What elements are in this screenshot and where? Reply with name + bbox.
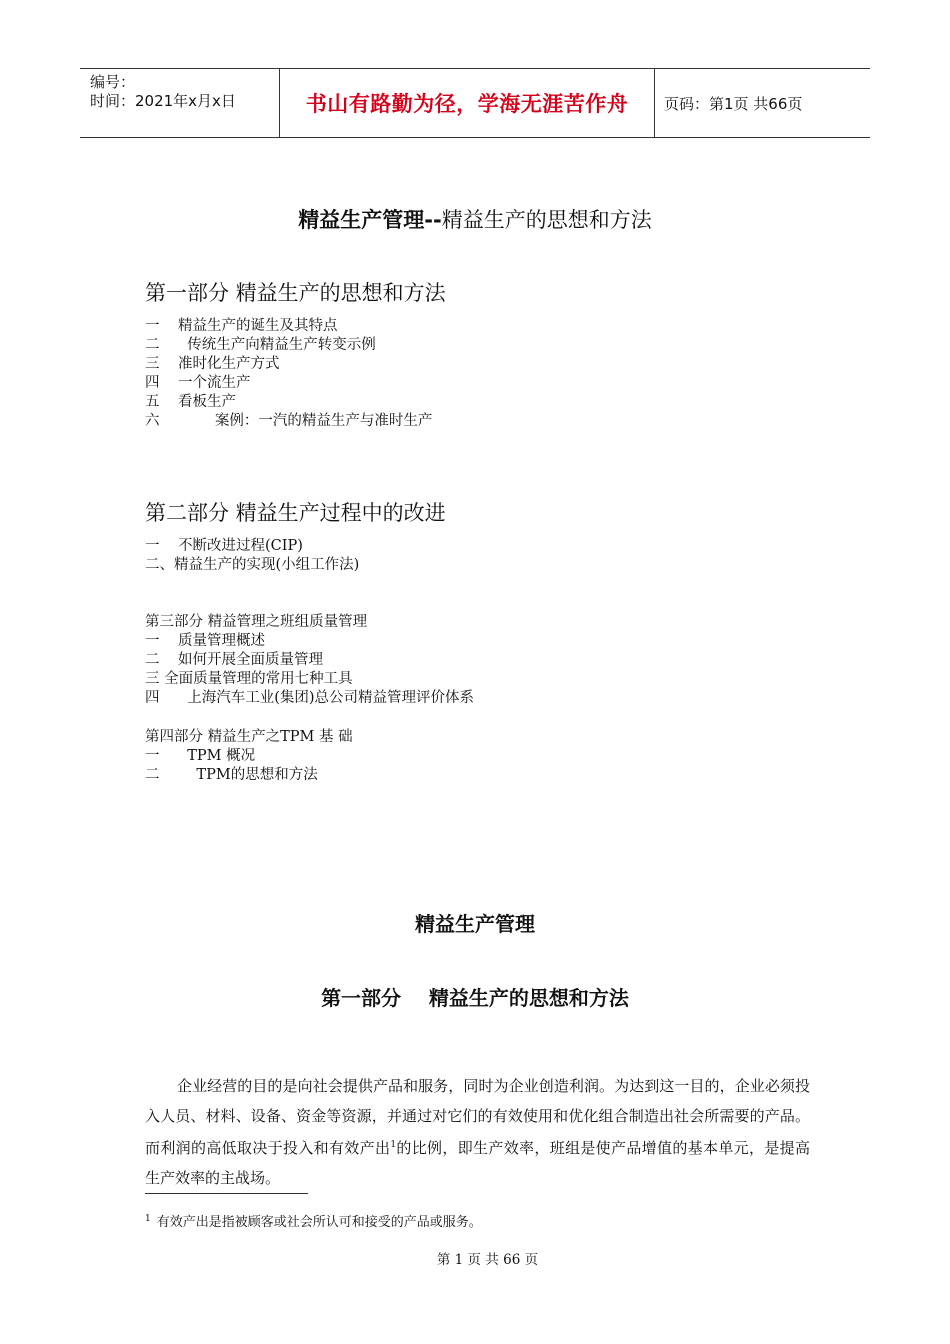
document-title bbox=[0, 204, 950, 234]
page-header bbox=[80, 68, 870, 138]
footnote-text: 有效产出是指被顾客或社会所认可和接受的产品或服务。 bbox=[156, 1215, 482, 1230]
item-text: 如何开展全面质量管理 bbox=[178, 652, 323, 668]
part1-title: 第一部分 精益生产的思想和方法 bbox=[145, 281, 446, 305]
part2-title: 第二部分 精益生产过程中的改进 bbox=[145, 501, 446, 525]
page-footer: 第 1 页 共 66 页 bbox=[436, 1252, 539, 1268]
list-item bbox=[145, 670, 474, 689]
list-item bbox=[145, 766, 318, 785]
list-item bbox=[145, 556, 359, 575]
footnote-reference[interactable]: 1 bbox=[390, 1140, 397, 1150]
item-text: 看板生产 bbox=[178, 394, 236, 410]
item-text: 传统生产向精益生产转变示例 bbox=[178, 337, 376, 353]
list-item bbox=[145, 537, 359, 556]
list-item bbox=[145, 355, 432, 374]
list-item bbox=[145, 747, 318, 766]
list-item bbox=[145, 651, 474, 670]
list-item bbox=[145, 393, 432, 412]
part3-list bbox=[145, 632, 474, 708]
section-title: 精益生产管理 bbox=[415, 912, 535, 936]
item-text: 不断改进过程(CIP) bbox=[178, 538, 303, 554]
footnote bbox=[145, 1211, 482, 1230]
list-item bbox=[145, 336, 432, 355]
item-number: 四 bbox=[145, 375, 160, 391]
list-item bbox=[145, 412, 432, 431]
part3-title: 第三部分 精益管理之班组质量管理 bbox=[145, 614, 368, 630]
part4-list bbox=[145, 747, 318, 785]
item-number: 一 bbox=[145, 748, 160, 764]
item-number: 三 bbox=[145, 356, 160, 372]
item-text: 上海汽车工业(集团)总公司精益管理评价体系 bbox=[178, 690, 475, 706]
item-number: 一 bbox=[145, 633, 160, 649]
list-item bbox=[145, 689, 474, 708]
item-text: 二、精益生产的实现(小组工作法) bbox=[145, 557, 360, 573]
header-time-label: 时间：2021年x月x日 bbox=[90, 92, 236, 110]
footnote-divider bbox=[145, 1193, 308, 1194]
item-text: 三 全面质量管理的常用七种工具 bbox=[145, 671, 353, 687]
item-text: TPM的思想和方法 bbox=[178, 767, 318, 783]
item-number: 二 bbox=[145, 337, 160, 353]
item-number: 四 bbox=[145, 690, 160, 706]
list-item bbox=[145, 632, 474, 651]
item-number: 二 bbox=[145, 652, 160, 668]
part4-title: 第四部分 精益生产之TPM 基 础 bbox=[145, 729, 353, 745]
item-number: 一 bbox=[145, 538, 160, 554]
item-number: 六 bbox=[145, 413, 160, 429]
item-text: TPM 概况 bbox=[178, 748, 256, 764]
paragraph-text-1: 企业经营的目的是向社会提供产品和服务，同时为企业创造利润。为达到这一目的，企业必须投入人员、材料、设备、资金等资源，并通过对它们的有效使用和优化组合制造出社会所需要的产品。而利润的高低取决于投入和有效产出 bbox=[145, 1077, 810, 1157]
header-page-info: 页码：第1页 共66页 bbox=[664, 94, 803, 113]
body-paragraph bbox=[145, 1072, 810, 1193]
item-number: 一 bbox=[145, 318, 160, 334]
item-number: 二 bbox=[145, 767, 160, 783]
list-item bbox=[145, 317, 432, 336]
document-title-bold: 精益生产管理-- bbox=[298, 208, 442, 232]
part2-list bbox=[145, 537, 359, 575]
item-text: 案例：一汽的精益生产与准时生产 bbox=[178, 413, 433, 429]
header-meta bbox=[80, 69, 280, 137]
header-number-label: 编号： bbox=[90, 73, 136, 91]
item-text: 质量管理概述 bbox=[178, 633, 265, 649]
item-number: 五 bbox=[145, 394, 160, 410]
header-motto: 书山有路勤为径，学海无涯苦作舟 bbox=[280, 69, 655, 137]
item-text: 精益生产的诞生及其特点 bbox=[178, 318, 338, 334]
document-title-normal: 精益生产的思想和方法 bbox=[441, 208, 652, 232]
paragraph-text-2: 的比例，即生产效率，班组是使产品增值的基本单元，是提高生产效率的主战场。 bbox=[145, 1139, 810, 1187]
item-text: 一个流生产 bbox=[178, 375, 251, 391]
section-subtitle: 第一部分 精益生产的思想和方法 bbox=[321, 986, 629, 1010]
part1-list bbox=[145, 317, 432, 431]
item-text: 准时化生产方式 bbox=[178, 356, 280, 372]
footnote-mark: 1 bbox=[145, 1214, 151, 1224]
list-item bbox=[145, 374, 432, 393]
